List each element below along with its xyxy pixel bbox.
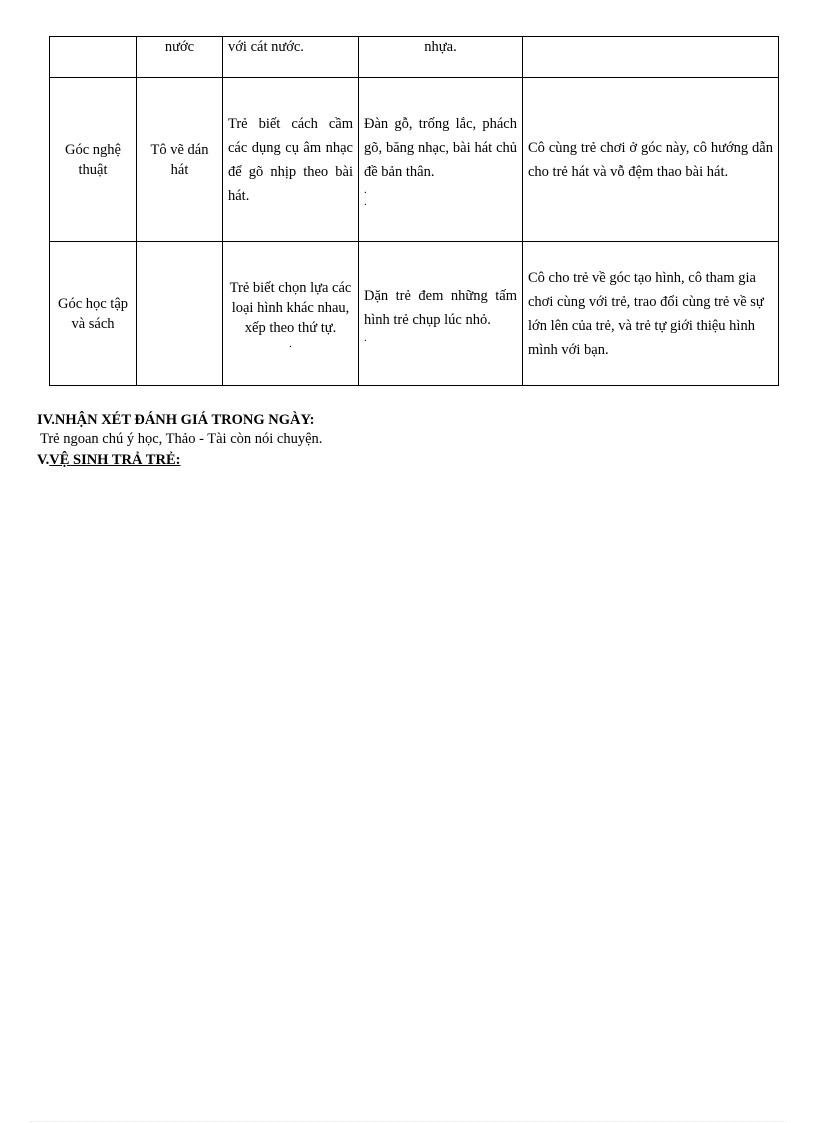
goal-cell: Trẻ biết cách cầm các dụng cụ âm nhạc để gõ nhịp theo bài hát. — [223, 78, 359, 242]
section-v-heading — [37, 451, 180, 469]
section-v-prefix: V. — [37, 452, 50, 468]
materials-text: Đàn gỗ, trống lắc, phách gõ, băng nhạc, bài hát chủ đề bản thân. — [364, 115, 517, 180]
corner-cell: Góc học tập và sách — [50, 242, 137, 386]
section-iv-note: Trẻ ngoan chú ý học, Thảo - Tài còn nói chuyện. — [40, 431, 323, 447]
materials-cell: nhựa. — [359, 37, 523, 78]
guidance-cell — [523, 37, 779, 78]
table-row — [50, 37, 779, 78]
table-row — [50, 78, 779, 242]
goal-dot: . — [289, 337, 292, 350]
section-v-title: VỆ SINH TRẢ TRẺ: — [49, 452, 181, 468]
page-bottom-rule — [30, 1121, 786, 1122]
materials-dot: . — [364, 183, 367, 196]
table-row — [50, 242, 779, 386]
materials-dot: . — [364, 331, 367, 344]
corner-cell: Góc nghệ thuật — [50, 78, 137, 242]
goal-cell: với cát nước. — [223, 37, 359, 78]
goal-text: Trẻ biết chọn lựa các loại hình khác nhau, xếp theo thứ tự. — [229, 279, 352, 336]
section-iv-heading: IV.NHẬN XÉT ĐÁNH GIÁ TRONG NGÀY: — [37, 412, 315, 428]
goal-cell — [223, 242, 359, 386]
activity-cell: Tô vẽ dán hát — [137, 78, 223, 242]
materials-dot: . — [364, 195, 367, 208]
activity-cell — [137, 242, 223, 386]
activity-corner-table — [49, 36, 779, 386]
activity-cell: nước — [137, 37, 223, 78]
corner-cell — [50, 37, 137, 78]
guidance-cell: Cô cho trẻ về góc tạo hình, cô tham gia chơi cùng với trẻ, trao đổi cùng trẻ về sự lớn lên của trẻ, và trẻ tự giới thiệu hình mình với bạn. — [523, 242, 779, 386]
materials-cell — [359, 242, 523, 386]
materials-cell — [359, 78, 523, 242]
guidance-cell: Cô cùng trẻ chơi ở góc này, cô hướng dẫn cho trẻ hát và vỗ đệm thao bài hát. — [523, 78, 779, 242]
materials-text: Dặn trẻ đem những tấm hình trẻ chụp lúc nhỏ. — [364, 287, 517, 328]
